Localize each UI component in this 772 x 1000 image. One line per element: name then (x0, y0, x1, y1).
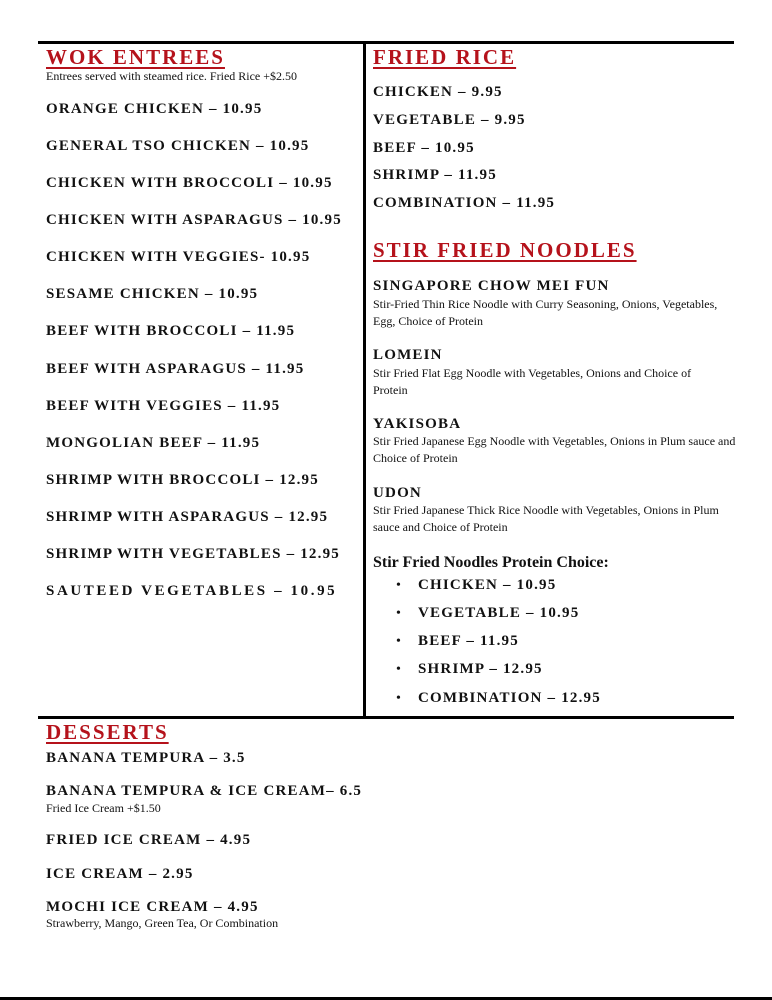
protein-item: CHICKEN – 10.95 (418, 577, 557, 593)
wok-entrees-note: Entrees served with steamed rice. Fried Rice +$2.50 (46, 69, 298, 83)
wok-item: CHICKEN WITH VEGGIES- 10.95 (46, 249, 311, 265)
noodle-dish-description: Stir Fried Japanese Thick Rice Noodle with Vegetables, Onions in Plum sauce and Choice of Protein (373, 503, 719, 534)
top-rule (38, 41, 734, 44)
wok-item: CHICKEN WITH ASPARAGUS – 10.95 (46, 212, 342, 228)
fried-rice-item: COMBINATION – 11.95 (373, 195, 556, 211)
noodle-dish-description: Stir-Fried Thin Rice Noodle with Curry Seasoning, Onions, Vegetables, Egg, Choice of Protein (373, 297, 718, 328)
wok-item: SHRIMP WITH VEGETABLES – 12.95 (46, 546, 340, 562)
wok-item: SHRIMP WITH BROCCOLI – 12.95 (46, 472, 319, 488)
wok-item: SESAME CHICKEN – 10.95 (46, 286, 259, 302)
noodle-dish-name: YAKISOBA (373, 416, 462, 432)
fried-rice-item: VEGETABLE – 9.95 (373, 112, 526, 128)
noodle-dish-description: Stir Fried Flat Egg Noodle with Vegetables, Onions and Choice of Protein (373, 366, 692, 397)
wok-entrees-title: WOK ENTREES (46, 45, 225, 69)
bullet-glyph: • (396, 634, 401, 649)
dessert-item: BANANA TEMPURA & ICE CREAM– 6.5 (46, 783, 363, 799)
dessert-item: FRIED ICE CREAM – 4.95 (46, 832, 252, 848)
desserts-title: DESSERTS (46, 720, 169, 744)
bullet-glyph: • (396, 578, 401, 593)
noodle-dish-name: UDON (373, 485, 422, 501)
bullet-glyph: • (396, 606, 401, 621)
fried-rice-item: CHICKEN – 9.95 (373, 84, 503, 100)
protein-item: BEEF – 11.95 (418, 633, 519, 649)
noodle-dish-name: LOMEIN (373, 347, 443, 363)
column-divider (363, 41, 366, 719)
wok-item: SHRIMP WITH ASPARAGUS – 12.95 (46, 509, 329, 525)
noodle-dish-description: Stir Fried Japanese Egg Noodle with Vegetables, Onions in Plum sauce and Choice of Protein (373, 434, 736, 465)
wok-item: SAUTEED VEGETABLES – 10.95 (46, 583, 338, 599)
stir-fried-noodles-title: STIR FRIED NOODLES (373, 238, 637, 262)
wok-item: BEEF WITH VEGGIES – 11.95 (46, 398, 281, 414)
fried-rice-item: BEEF – 10.95 (373, 140, 475, 156)
fried-rice-title: FRIED RICE (373, 45, 517, 69)
protein-item: VEGETABLE – 10.95 (418, 605, 580, 621)
wok-item: MONGOLIAN BEEF – 11.95 (46, 435, 261, 451)
dessert-item: MOCHI ICE CREAM – 4.95 (46, 899, 259, 915)
bullet-glyph: • (396, 662, 401, 677)
middle-rule (38, 716, 734, 719)
dessert-item: ICE CREAM – 2.95 (46, 866, 194, 882)
dessert-note: Strawberry, Mango, Green Tea, Or Combination (46, 916, 279, 930)
wok-item: GENERAL TSO CHICKEN – 10.95 (46, 138, 310, 154)
dessert-note: Fried Ice Cream +$1.50 (46, 801, 161, 815)
protein-item: COMBINATION – 12.95 (418, 690, 601, 706)
wok-item: ORANGE CHICKEN – 10.95 (46, 101, 263, 117)
bullet-glyph: • (396, 691, 401, 706)
fried-rice-item: SHRIMP – 11.95 (373, 167, 497, 183)
dessert-item: BANANA TEMPURA – 3.5 (46, 750, 246, 766)
wok-item: CHICKEN WITH BROCCOLI – 10.95 (46, 175, 333, 191)
protein-choice-heading: Stir Fried Noodles Protein Choice: (373, 554, 609, 571)
wok-item: BEEF WITH BROCCOLI – 11.95 (46, 323, 296, 339)
wok-item: BEEF WITH ASPARAGUS – 11.95 (46, 361, 305, 377)
protein-item: SHRIMP – 12.95 (418, 661, 543, 677)
noodle-dish-name: SINGAPORE CHOW MEI FUN (373, 278, 610, 294)
